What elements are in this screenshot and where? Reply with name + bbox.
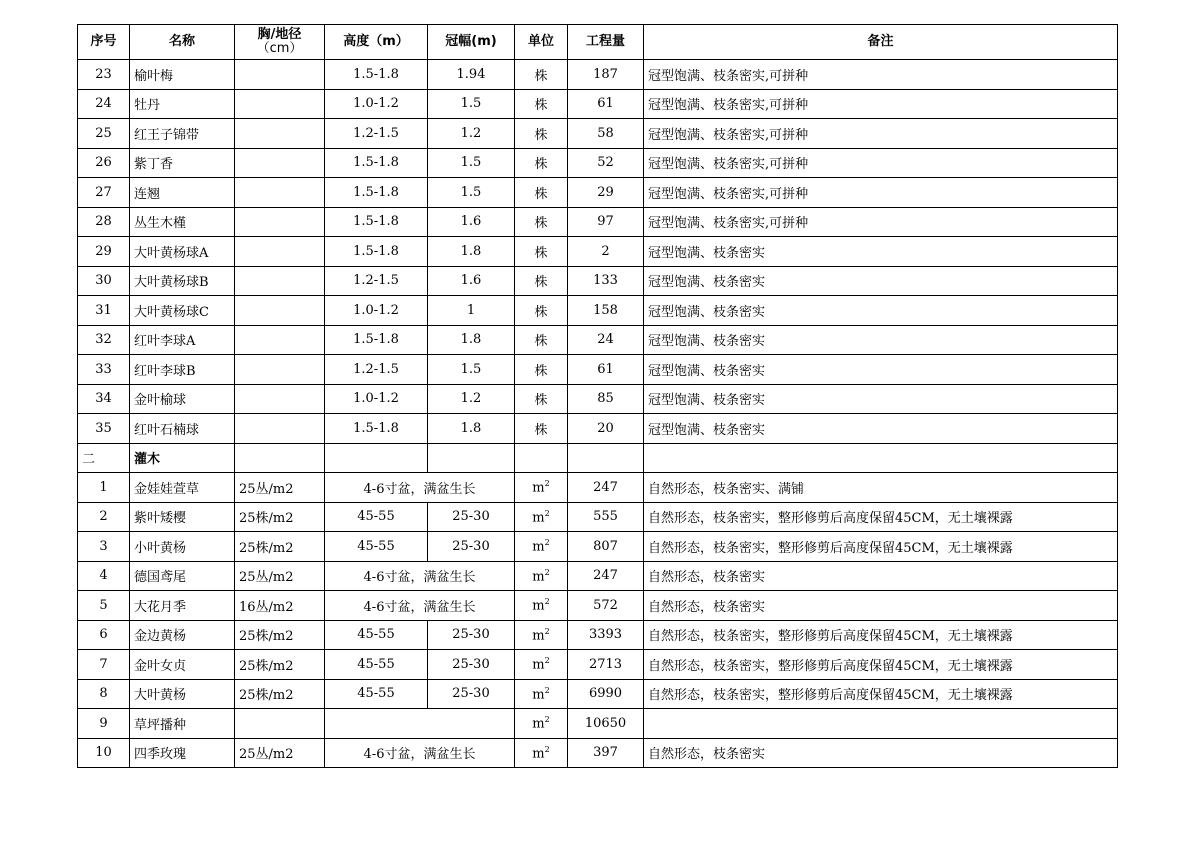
cell-diameter — [235, 296, 325, 326]
cell-no: 24 — [78, 89, 130, 119]
cell-unit — [515, 502, 568, 532]
cell-height: 1.5-1.8 — [325, 325, 428, 355]
cell-density: 25株/m2 — [235, 502, 325, 532]
cell-diameter — [235, 237, 325, 267]
cell-unit — [515, 738, 568, 768]
cell-unit — [515, 443, 568, 473]
cell-quantity: 24 — [568, 325, 644, 355]
cell-name: 红叶李球B — [130, 355, 235, 385]
cell-height: 45-55 — [325, 650, 428, 680]
table-row — [78, 650, 1118, 680]
cell-name: 红王子锦带 — [130, 119, 235, 149]
header-crown: 冠幅(m) — [428, 25, 515, 60]
cell-diameter — [235, 443, 325, 473]
cell-height: 45-55 — [325, 620, 428, 650]
cell-no: 2 — [78, 502, 130, 532]
cell-pot-spec — [325, 709, 515, 739]
cell-remark: 冠型饱满、枝条密实,可拼种 — [644, 89, 1118, 119]
cell-pot-spec: 4-6寸盆，满盆生长 — [325, 473, 515, 503]
cell-no: 1 — [78, 473, 130, 503]
cell-height: 1.5-1.8 — [325, 237, 428, 267]
cell-diameter — [235, 119, 325, 149]
table-row — [78, 325, 1118, 355]
cell-no: 7 — [78, 650, 130, 680]
cell-crown: 25-30 — [428, 620, 515, 650]
cell-no: 3 — [78, 532, 130, 562]
cell-remark: 自然形态，枝条密实，整形修剪后高度保留45CM，无土壤裸露 — [644, 650, 1118, 680]
table-row — [78, 178, 1118, 208]
cell-name: 大叶黄杨球A — [130, 237, 235, 267]
cell-height: 1.0-1.2 — [325, 384, 428, 414]
table-row — [78, 532, 1118, 562]
cell-crown: 1.5 — [428, 178, 515, 208]
cell-height: 1.5-1.8 — [325, 60, 428, 90]
header-diameter-line2: （cm） — [256, 41, 303, 56]
cell-quantity: 20 — [568, 414, 644, 444]
cell-crown: 1.2 — [428, 119, 515, 149]
cell-quantity: 3393 — [568, 620, 644, 650]
cell-remark: 冠型饱满、枝条密实 — [644, 296, 1118, 326]
unit-text: m — [532, 716, 545, 732]
header-row — [78, 25, 1118, 60]
cell-name: 小叶黄杨 — [130, 532, 235, 562]
cell-unit: 株 — [515, 60, 568, 90]
table-row — [78, 207, 1118, 237]
cell-height: 45-55 — [325, 532, 428, 562]
cell-no: 9 — [78, 709, 130, 739]
cell-name: 红叶石楠球 — [130, 414, 235, 444]
unit-superscript: 2 — [544, 567, 550, 577]
cell-crown: 1.8 — [428, 325, 515, 355]
unit-text: m — [532, 686, 545, 702]
cell-remark: 冠型饱满、枝条密实,可拼种 — [644, 119, 1118, 149]
cell-unit: 株 — [515, 355, 568, 385]
unit-text: m — [532, 745, 545, 761]
header-remark: 备注 — [644, 25, 1118, 60]
cell-pot-spec: 4-6寸盆，满盆生长 — [325, 738, 515, 768]
cell-diameter — [235, 266, 325, 296]
cell-no: 32 — [78, 325, 130, 355]
cell-height: 1.5-1.8 — [325, 178, 428, 208]
cell-unit: 株 — [515, 325, 568, 355]
table-row — [78, 355, 1118, 385]
cell-remark: 冠型饱满、枝条密实 — [644, 355, 1118, 385]
cell-crown: 25-30 — [428, 502, 515, 532]
cell-no: 25 — [78, 119, 130, 149]
cell-unit — [515, 709, 568, 739]
header-diameter — [235, 25, 325, 60]
cell-crown: 1.2 — [428, 384, 515, 414]
unit-text: m — [532, 509, 545, 525]
cell-quantity: 85 — [568, 384, 644, 414]
cell-quantity — [568, 443, 644, 473]
cell-remark: 冠型饱满、枝条密实 — [644, 325, 1118, 355]
cell-remark: 冠型饱满、枝条密实 — [644, 414, 1118, 444]
cell-diameter — [235, 89, 325, 119]
cell-pot-spec: 4-6寸盆，满盆生长 — [325, 561, 515, 591]
unit-text: m — [532, 657, 545, 673]
cell-unit — [515, 620, 568, 650]
cell-height: 1.5-1.8 — [325, 207, 428, 237]
cell-remark: 自然形态，枝条密实 — [644, 561, 1118, 591]
cell-crown: 25-30 — [428, 679, 515, 709]
cell-crown: 1.6 — [428, 207, 515, 237]
cell-diameter — [235, 355, 325, 385]
unit-text: m — [532, 480, 545, 496]
section-number: 二 — [78, 443, 130, 473]
table-row — [78, 502, 1118, 532]
cell-height: 1.2-1.5 — [325, 119, 428, 149]
cell-diameter — [235, 148, 325, 178]
cell-quantity: 247 — [568, 561, 644, 591]
cell-no: 34 — [78, 384, 130, 414]
cell-name: 金叶女贞 — [130, 650, 235, 680]
table-row — [78, 266, 1118, 296]
cell-name: 榆叶梅 — [130, 60, 235, 90]
table-row — [78, 119, 1118, 149]
unit-superscript: 2 — [544, 479, 550, 489]
cell-name: 紫丁香 — [130, 148, 235, 178]
cell-remark: 冠型饱满、枝条密实,可拼种 — [644, 148, 1118, 178]
cell-name: 金叶榆球 — [130, 384, 235, 414]
cell-diameter — [235, 207, 325, 237]
cell-unit: 株 — [515, 296, 568, 326]
cell-unit: 株 — [515, 237, 568, 267]
cell-density — [235, 709, 325, 739]
cell-remark: 冠型饱满、枝条密实,可拼种 — [644, 207, 1118, 237]
cell-no: 23 — [78, 60, 130, 90]
unit-superscript: 2 — [544, 656, 550, 666]
cell-crown: 1.5 — [428, 355, 515, 385]
cell-unit: 株 — [515, 148, 568, 178]
cell-crown — [428, 443, 515, 473]
cell-height: 45-55 — [325, 679, 428, 709]
cell-unit — [515, 473, 568, 503]
cell-quantity: 29 — [568, 178, 644, 208]
table-row — [78, 148, 1118, 178]
cell-height: 1.2-1.5 — [325, 266, 428, 296]
cell-remark: 自然形态，枝条密实，整形修剪后高度保留45CM，无土壤裸露 — [644, 620, 1118, 650]
cell-pot-spec: 4-6寸盆，满盆生长 — [325, 591, 515, 621]
cell-remark: 冠型饱满、枝条密实 — [644, 237, 1118, 267]
cell-crown: 1.8 — [428, 237, 515, 267]
unit-superscript: 2 — [544, 626, 550, 636]
cell-name: 牡丹 — [130, 89, 235, 119]
table-row — [78, 620, 1118, 650]
unit-superscript: 2 — [544, 508, 550, 518]
cell-crown: 25-30 — [428, 650, 515, 680]
cell-height: 1.0-1.2 — [325, 89, 428, 119]
cell-height: 1.2-1.5 — [325, 355, 428, 385]
section-row — [78, 443, 1118, 473]
cell-height: 1.5-1.8 — [325, 148, 428, 178]
unit-superscript: 2 — [544, 685, 550, 695]
table-row — [78, 709, 1118, 739]
cell-name: 金娃娃萱草 — [130, 473, 235, 503]
cell-quantity: 572 — [568, 591, 644, 621]
table-row — [78, 561, 1118, 591]
cell-density: 25丛/m2 — [235, 738, 325, 768]
cell-crown: 1.5 — [428, 148, 515, 178]
unit-text: m — [532, 598, 545, 614]
cell-crown: 1.6 — [428, 266, 515, 296]
header-diameter-line1: 胸/地径 — [257, 27, 302, 42]
cell-height — [325, 443, 428, 473]
table-row — [78, 296, 1118, 326]
cell-diameter — [235, 325, 325, 355]
cell-quantity: 2 — [568, 237, 644, 267]
cell-no: 30 — [78, 266, 130, 296]
header-no: 序号 — [78, 25, 130, 60]
cell-remark: 冠型饱满、枝条密实 — [644, 266, 1118, 296]
cell-no: 31 — [78, 296, 130, 326]
section-title: 灌木 — [130, 443, 235, 473]
cell-height: 45-55 — [325, 502, 428, 532]
cell-name: 大叶黄杨球B — [130, 266, 235, 296]
cell-name: 大花月季 — [130, 591, 235, 621]
cell-name: 大叶黄杨球C — [130, 296, 235, 326]
cell-name: 红叶李球A — [130, 325, 235, 355]
cell-quantity: 10650 — [568, 709, 644, 739]
cell-no: 27 — [78, 178, 130, 208]
cell-quantity: 52 — [568, 148, 644, 178]
cell-diameter — [235, 384, 325, 414]
cell-density: 25丛/m2 — [235, 473, 325, 503]
unit-text: m — [532, 539, 545, 555]
cell-no: 10 — [78, 738, 130, 768]
cell-remark: 冠型饱满、枝条密实,可拼种 — [644, 178, 1118, 208]
cell-crown: 1.8 — [428, 414, 515, 444]
cell-density: 25株/m2 — [235, 532, 325, 562]
cell-quantity: 61 — [568, 355, 644, 385]
unit-superscript: 2 — [544, 538, 550, 548]
cell-density: 25株/m2 — [235, 620, 325, 650]
cell-remark — [644, 443, 1118, 473]
cell-remark: 冠型饱满、枝条密实 — [644, 384, 1118, 414]
header-height: 高度（m） — [325, 25, 428, 60]
unit-superscript: 2 — [544, 744, 550, 754]
cell-height: 1.5-1.8 — [325, 414, 428, 444]
cell-quantity: 97 — [568, 207, 644, 237]
cell-unit — [515, 650, 568, 680]
cell-remark: 冠型饱满、枝条密实,可拼种 — [644, 60, 1118, 90]
table-row — [78, 60, 1118, 90]
cell-unit: 株 — [515, 384, 568, 414]
planting-schedule-table — [77, 24, 1118, 768]
cell-crown: 1.5 — [428, 89, 515, 119]
cell-name: 丛生木槿 — [130, 207, 235, 237]
cell-remark: 自然形态，枝条密实，整形修剪后高度保留45CM，无土壤裸露 — [644, 532, 1118, 562]
table-row — [78, 89, 1118, 119]
cell-quantity: 2713 — [568, 650, 644, 680]
cell-crown: 1 — [428, 296, 515, 326]
cell-crown: 25-30 — [428, 532, 515, 562]
cell-diameter — [235, 178, 325, 208]
cell-unit — [515, 532, 568, 562]
cell-remark: 自然形态，枝条密实、满铺 — [644, 473, 1118, 503]
unit-text: m — [532, 627, 545, 643]
cell-quantity: 158 — [568, 296, 644, 326]
cell-remark: 自然形态，枝条密实 — [644, 738, 1118, 768]
cell-unit: 株 — [515, 207, 568, 237]
cell-no: 28 — [78, 207, 130, 237]
cell-no: 26 — [78, 148, 130, 178]
cell-unit: 株 — [515, 178, 568, 208]
cell-remark: 自然形态，枝条密实，整形修剪后高度保留45CM，无土壤裸露 — [644, 679, 1118, 709]
cell-density: 25株/m2 — [235, 650, 325, 680]
unit-superscript: 2 — [544, 715, 550, 725]
cell-unit — [515, 591, 568, 621]
header-name: 名称 — [130, 25, 235, 60]
header-unit: 单位 — [515, 25, 568, 60]
cell-unit — [515, 561, 568, 591]
cell-height: 1.0-1.2 — [325, 296, 428, 326]
cell-quantity: 555 — [568, 502, 644, 532]
cell-no: 4 — [78, 561, 130, 591]
cell-name: 草坪播种 — [130, 709, 235, 739]
cell-quantity: 58 — [568, 119, 644, 149]
cell-no: 33 — [78, 355, 130, 385]
header-quantity: 工程量 — [568, 25, 644, 60]
cell-name: 大叶黄杨 — [130, 679, 235, 709]
cell-quantity: 807 — [568, 532, 644, 562]
cell-name: 金边黄杨 — [130, 620, 235, 650]
cell-name: 德国鸢尾 — [130, 561, 235, 591]
cell-remark — [644, 709, 1118, 739]
cell-no: 29 — [78, 237, 130, 267]
cell-remark: 自然形态，枝条密实，整形修剪后高度保留45CM，无土壤裸露 — [644, 502, 1118, 532]
cell-no: 5 — [78, 591, 130, 621]
table-row — [78, 473, 1118, 503]
cell-unit: 株 — [515, 119, 568, 149]
cell-unit: 株 — [515, 89, 568, 119]
table-row — [78, 591, 1118, 621]
cell-density: 16丛/m2 — [235, 591, 325, 621]
cell-density: 25株/m2 — [235, 679, 325, 709]
cell-no: 6 — [78, 620, 130, 650]
cell-crown: 1.94 — [428, 60, 515, 90]
cell-remark: 自然形态，枝条密实 — [644, 591, 1118, 621]
cell-quantity: 397 — [568, 738, 644, 768]
cell-unit — [515, 679, 568, 709]
unit-text: m — [532, 568, 545, 584]
cell-no: 8 — [78, 679, 130, 709]
cell-unit: 株 — [515, 266, 568, 296]
cell-name: 紫叶矮樱 — [130, 502, 235, 532]
cell-unit: 株 — [515, 414, 568, 444]
table-row — [78, 738, 1118, 768]
cell-density: 25丛/m2 — [235, 561, 325, 591]
unit-superscript: 2 — [544, 597, 550, 607]
table-row — [78, 414, 1118, 444]
cell-quantity: 133 — [568, 266, 644, 296]
table-row — [78, 237, 1118, 267]
cell-quantity: 247 — [568, 473, 644, 503]
cell-quantity: 61 — [568, 89, 644, 119]
cell-diameter — [235, 60, 325, 90]
cell-quantity: 6990 — [568, 679, 644, 709]
cell-name: 连翘 — [130, 178, 235, 208]
cell-no: 35 — [78, 414, 130, 444]
table-row — [78, 384, 1118, 414]
cell-diameter — [235, 414, 325, 444]
table-row — [78, 679, 1118, 709]
cell-name: 四季玫瑰 — [130, 738, 235, 768]
cell-quantity: 187 — [568, 60, 644, 90]
